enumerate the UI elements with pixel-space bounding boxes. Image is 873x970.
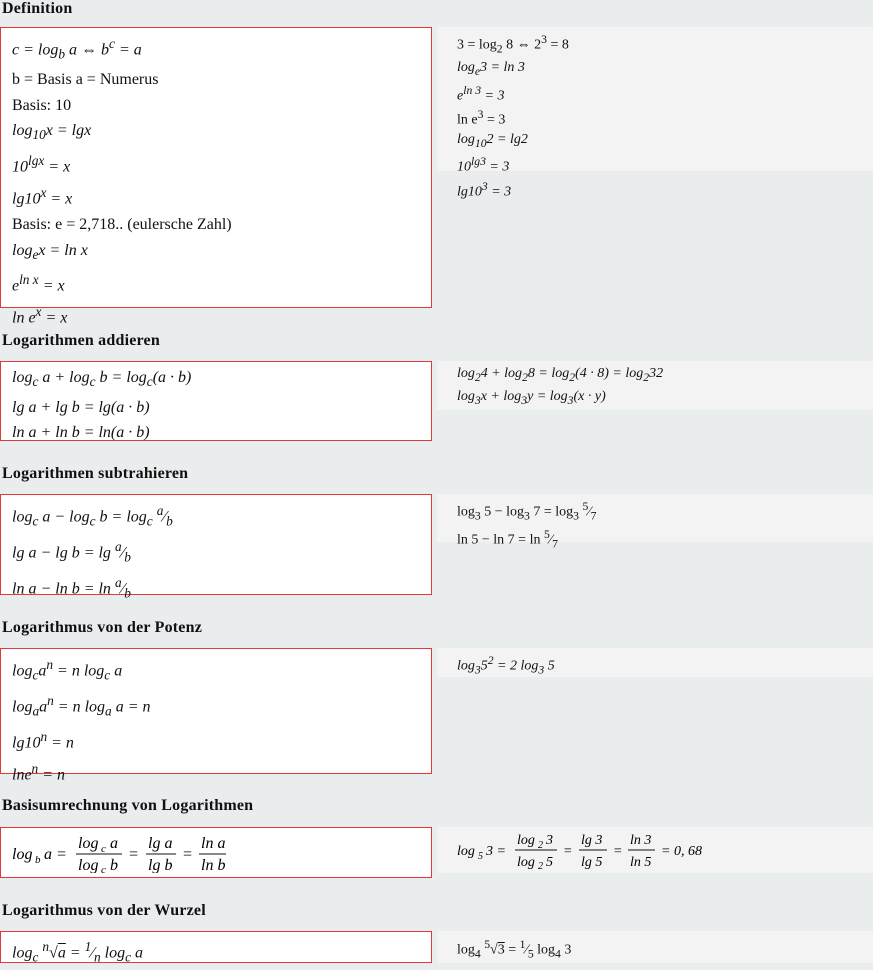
example-line: $10^{lg3} = 3$ [457,155,510,175]
svg-text:log: log [78,835,99,852]
examples-box-basisumrechnung [437,827,873,873]
svg-text:lg b: lg b [148,857,173,873]
rule-line: $\ln e^x = x$ [12,304,68,327]
svg-text:log: log [517,855,535,869]
rule-line: $\ln a - \ln b = \ln ^a⁄_b$ [12,575,131,601]
rule-line: $\log_{10}x = \lg x$ [12,122,92,143]
svg-text:ln a: ln a [201,835,226,852]
rule-line: $\log_ex = \ln x$ [12,241,88,262]
example-line: $\ln e^3 = 3$ [457,108,506,128]
example-line: $\ln 5 - \ln 7 = \ln ^5⁄_7$ [457,528,558,551]
section-title-definition: Definition [2,0,73,17]
examples-box-subtrahieren [437,494,873,551]
svg-text:=: = [182,846,193,863]
svg-text:log: log [517,833,535,848]
example-line: $e^{ln 3} = 3$ [457,83,505,104]
svg-text:b: b [35,854,41,866]
svg-text:= 0, 68: = 0, 68 [661,844,702,859]
svg-text:log: log [457,844,475,859]
svg-text:a: a [110,835,118,852]
svg-text:ln 5: ln 5 [630,855,652,869]
rule-line: $\log_c a - \log_c b = \log_c$ $^a⁄_b$ [12,503,173,529]
rule-line: b = Basis a = Numerus [12,71,159,89]
rules-box-subtrahieren [0,494,432,601]
rule-line: $\log_ca^n = n$ $\log_c a$ [12,657,123,683]
svg-text:ln 3: ln 3 [630,833,652,848]
svg-text:=: = [563,844,573,859]
rules-box-wurzel [0,931,432,963]
example-line: $\log_3x + \log_3y = \log_3(x \cdot y)$ [457,388,606,407]
example-line [457,831,873,869]
rule-line: $\lg a - \lg b = \lg ^a⁄_b$ [12,539,131,565]
section-title-basisumrechnung: Basisumrechnung von Logarithmen [2,797,254,814]
example-line: $\log_35^2 = 2$ $\log_3 5$ [457,654,555,677]
rule-line: lne$^n$ = n [12,761,66,784]
rules-box-definition [0,27,432,327]
rule-line: $\log_c a + \log_c b = \log_c(a \cdot b)$ [12,369,192,390]
svg-text:ln b: ln b [201,857,226,873]
example-line: $\log_3 5 - \log_3 7 = \log_3$ $^5⁄_7$ [457,500,597,523]
rule-line [12,833,431,873]
svg-text:c: c [101,843,106,855]
section-title-potenz: Logarithmus von der Potenz [2,619,203,636]
rule-line: $e^{ln x} = x$ [12,272,65,295]
rule-line: $\lg 10^x = x$ [12,185,73,208]
rules-box-addieren [0,361,432,441]
rule-line: Basis: 10 [12,96,72,114]
example-line: $\log_4 ^5√3$ = $^1⁄_5$ $\log_4 3$ [457,938,572,961]
examples-box-addieren [437,361,873,410]
svg-text:lg 5: lg 5 [581,855,603,869]
examples-box-definition [437,27,873,200]
svg-text:a =: a = [44,846,67,863]
svg-text:5: 5 [546,855,553,869]
svg-text:b: b [110,857,118,873]
rule-line: ln a + ln b = ln(a · b) [12,424,150,442]
rule-line: $\lg 10^n = n$ [12,729,74,752]
examples-box-wurzel [437,931,873,963]
svg-text:3: 3 [546,833,553,848]
examples-box-potenz [437,648,873,677]
rule-line: $\log_c ^n√a$ = $^1⁄_n$ $\log_c a$ [12,939,144,965]
svg-text:5: 5 [478,851,483,862]
change-of-base-formula [12,833,242,873]
section-title-addieren: Logarithmen addieren [2,332,160,349]
rule-line: $10^{lgx} = x$ [12,153,71,176]
section-title-wurzel: Logarithmus von der Wurzel [2,902,206,919]
example-line: $\log_24 + \log_28 = \log_2(4 \cdot 8) = \log_232$ [457,366,664,384]
example-line: $\log_{10}2 = \lg 2$ [457,131,528,150]
svg-text:3 =: 3 = [486,844,506,859]
svg-text:log: log [12,846,33,863]
svg-text:=: = [613,844,623,859]
svg-text:=: = [128,846,139,863]
svg-text:lg 3: lg 3 [581,833,603,848]
rules-box-potenz [0,648,432,784]
change-of-base-example [457,831,727,869]
rules-box-basisumrechnung [0,827,432,878]
example-line: $\lg 10^3 = 3$ [457,179,512,200]
example-line: $3 = \log_2 8$ ⇔ $2^3 = 8$ [457,33,569,56]
svg-text:2: 2 [538,861,543,869]
svg-text:2: 2 [538,840,543,851]
section-title-subtrahieren: Logarithmen subtrahieren [2,465,189,482]
svg-text:c: c [101,864,106,873]
rule-line: lg a + lg b = lg(a · b) [12,398,150,416]
example-line: $\log_e3 = \ln 3$ [457,60,525,79]
rule-line: $c = \log_b a$ ⇔ $b^c = a$ [12,36,142,62]
svg-text:log: log [78,857,99,873]
rule-line: $\log_aa^n = n$ $\log_a a = n$ [12,693,151,719]
svg-text:lg a: lg a [148,835,173,852]
rule-line: Basis: e = 2,718.. (eulersche Zahl) [12,215,232,233]
